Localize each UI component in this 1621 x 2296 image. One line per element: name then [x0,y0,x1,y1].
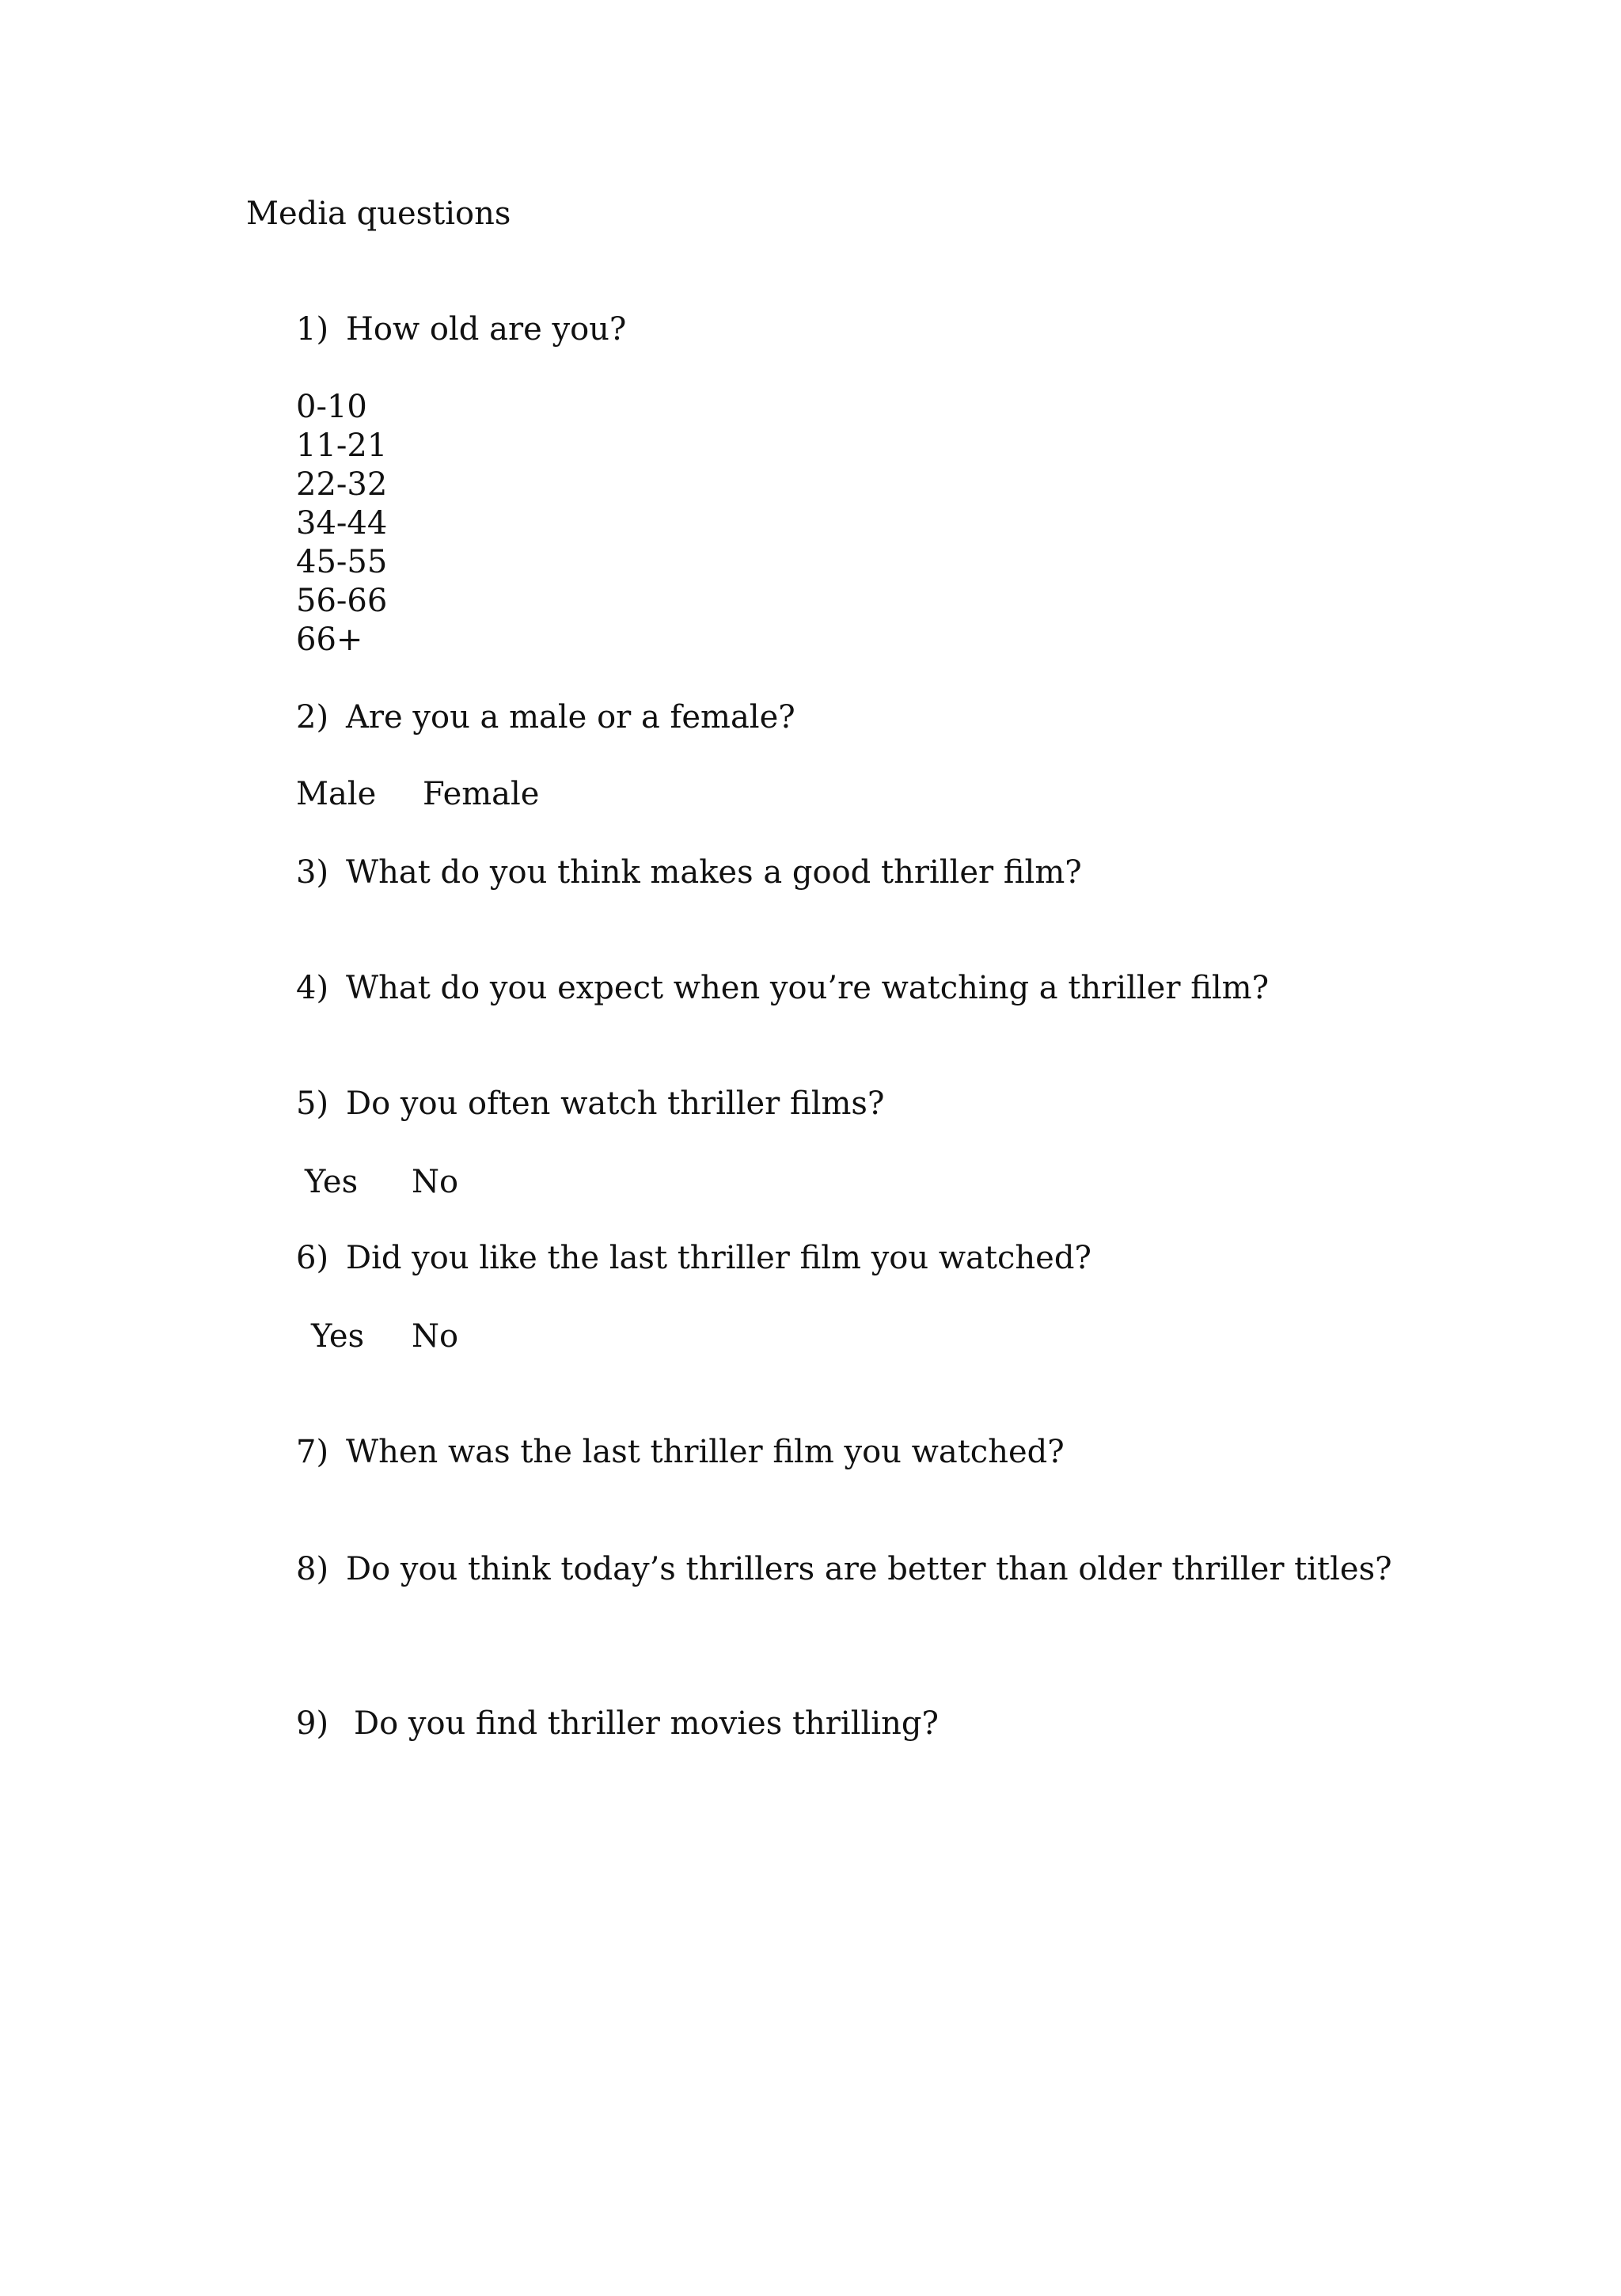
document-title: Media questions [246,196,511,232]
question-number: 8) [296,1551,329,1587]
answer-option: 22-32 [296,466,388,503]
question-number: 3) [296,854,329,891]
answer-option: Female [423,776,540,812]
question-text: When was the last thriller film you watched? [346,1434,1065,1470]
answer-option: 45-55 [296,544,388,580]
question-number: 2) [296,699,329,736]
question-text: Do you find thriller movies thrilling? [354,1705,939,1742]
question-number: 6) [296,1240,329,1276]
question-text: Do you think today’s thrillers are better than older thriller titles? [346,1551,1392,1587]
answer-option: 11-21 [296,428,388,464]
question-number: 4) [296,970,329,1006]
question-text: How old are you? [346,311,627,348]
question-text: Are you a male or a female? [346,699,795,736]
answer-option: 0-10 [296,389,367,425]
answer-option: 34-44 [296,505,388,542]
question-text: What do you expect when you’re watching a thriller film? [346,970,1270,1006]
question-number: 9) [296,1705,329,1742]
question-number: 1) [296,311,329,348]
answer-option: Male [296,776,377,812]
question-text: What do you think makes a good thriller film? [346,854,1082,891]
question-text: Do you often watch thriller films? [346,1085,885,1122]
answer-option: Yes [305,1164,359,1200]
answer-option: 56-66 [296,583,388,619]
answer-option: 66+ [296,622,363,658]
answer-option: No [412,1318,459,1355]
question-number: 5) [296,1085,329,1122]
answer-option: No [412,1164,459,1200]
answer-option: Yes [311,1318,365,1355]
question-text: Did you like the last thriller film you watched? [346,1240,1091,1276]
question-number: 7) [296,1434,329,1470]
